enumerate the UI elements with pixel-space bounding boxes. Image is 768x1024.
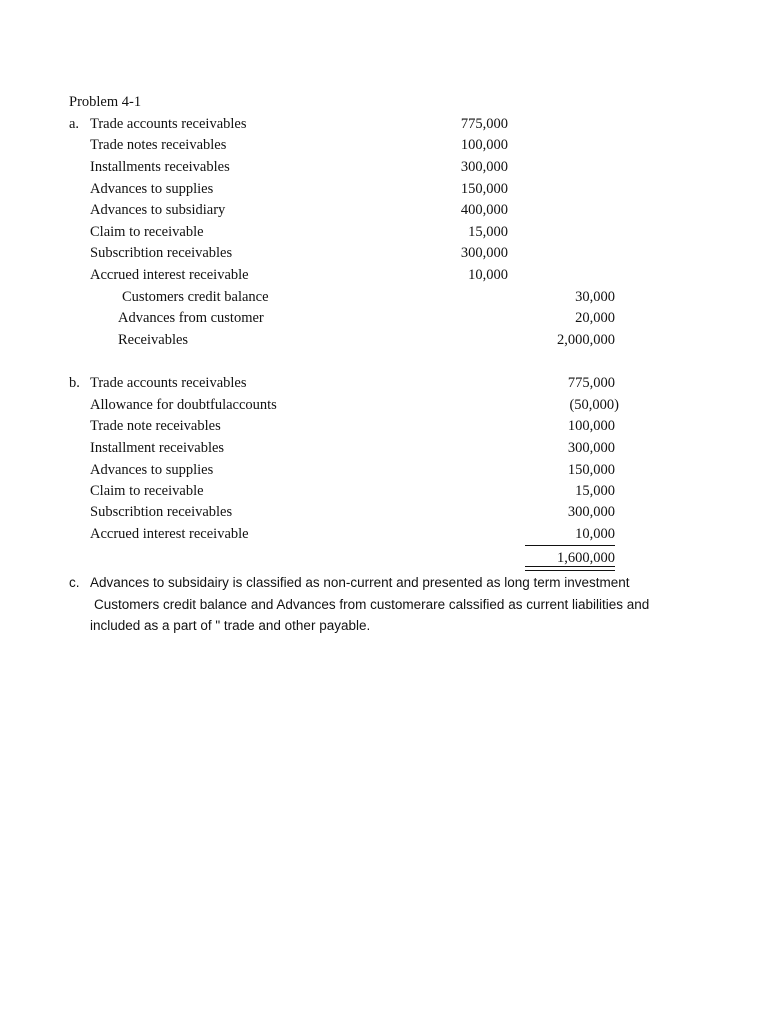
part-b-row (0, 395, 768, 416)
part-b-item-amount: 150,000 (567, 462, 615, 478)
part-a-row (0, 200, 768, 221)
part-b-label: b. (69, 375, 80, 391)
part-a-debit-amount: 400,000 (460, 202, 508, 218)
part-a-row (0, 243, 768, 264)
subtotal-rule (525, 545, 615, 546)
part-b-total: 1,600,000 (557, 550, 615, 566)
part-a-debit-amount: 300,000 (460, 245, 508, 261)
part-a-row (0, 114, 768, 135)
part-a-debit-label: Trade accounts receivables (90, 116, 247, 132)
part-a-row (0, 308, 768, 329)
part-a-debit-label: Claim to receivable (90, 224, 204, 240)
part-c-line: Advances to subsidairy is classified as non-current and presented as long term investment (90, 575, 630, 590)
part-b-row (0, 481, 768, 502)
part-a-row (0, 222, 768, 243)
part-b-item-amount: 300,000 (567, 504, 615, 520)
part-c-row (0, 594, 768, 615)
part-b-item-label: Installment receivables (90, 440, 225, 456)
part-a-credit-label: Customers credit balance (122, 289, 269, 305)
part-a-debit-label: Subscribtion receivables (90, 245, 233, 261)
part-b-item-label: Claim to receivable (90, 483, 204, 499)
part-a-row (0, 287, 768, 308)
part-b-item-amount: (50,000) (569, 397, 619, 413)
part-a-row (0, 135, 768, 156)
part-a-row (0, 179, 768, 200)
part-a-debit-amount: 775,000 (460, 116, 508, 132)
part-a-debit-amount: 15,000 (468, 224, 508, 240)
part-b-item-amount: 10,000 (575, 526, 615, 542)
part-a-credit-amount: 2,000,000 (557, 332, 615, 348)
part-a-row (0, 330, 768, 351)
part-a-row (0, 157, 768, 178)
part-a-credit-amount: 30,000 (575, 289, 615, 305)
part-a-debit-amount: 150,000 (460, 181, 508, 197)
part-b-item-amount: 775,000 (567, 375, 615, 391)
part-a-debit-amount: 100,000 (460, 137, 508, 153)
part-b-item-label: Trade note receivables (90, 418, 221, 434)
part-b-item-label: Allowance for doubtfulaccounts (90, 397, 277, 413)
part-b-item-label: Advances to supplies (90, 462, 214, 478)
part-c-line: Customers credit balance and Advances from customerare calssified as current liabilities and (94, 597, 650, 612)
problem-title: Problem 4-1 (69, 94, 142, 110)
part-b-item-amount: 300,000 (567, 440, 615, 456)
part-c-row (0, 572, 768, 593)
part-b-item-amount: 100,000 (567, 418, 615, 434)
total-double-rule (525, 566, 615, 571)
part-c-line: included as a part of " trade and other payable. (90, 618, 371, 633)
problem-title-line (0, 92, 768, 113)
part-a-debit-amount: 300,000 (460, 159, 508, 175)
part-a-credit-amount: 20,000 (575, 310, 615, 326)
part-c-row (0, 615, 768, 636)
part-b-item-label: Trade accounts receivables (90, 375, 247, 391)
part-a-row (0, 265, 768, 286)
part-a-debit-label: Advances to supplies (90, 181, 214, 197)
part-a-label: a. (69, 116, 80, 132)
part-c-label: c. (69, 575, 80, 590)
part-b-row (0, 460, 768, 481)
part-a-debit-label: Advances to subsidiary (90, 202, 226, 218)
part-b-item-amount: 15,000 (575, 483, 615, 499)
part-a-credit-label: Advances from customer (118, 310, 264, 326)
part-a-debit-label: Trade notes receivables (90, 137, 227, 153)
part-b-total-row (0, 548, 768, 569)
part-b-row (0, 524, 768, 545)
part-b-row (0, 502, 768, 523)
part-a-debit-amount: 10,000 (468, 267, 508, 283)
part-b-row (0, 416, 768, 437)
part-b-row (0, 438, 768, 459)
part-b-item-label: Accrued interest receivable (90, 526, 249, 542)
part-a-credit-label: Receivables (118, 332, 189, 348)
part-b-item-label: Subscribtion receivables (90, 504, 233, 520)
part-a-debit-label: Installments receivables (90, 159, 230, 175)
part-b-row (0, 373, 768, 394)
part-a-debit-label: Accrued interest receivable (90, 267, 249, 283)
